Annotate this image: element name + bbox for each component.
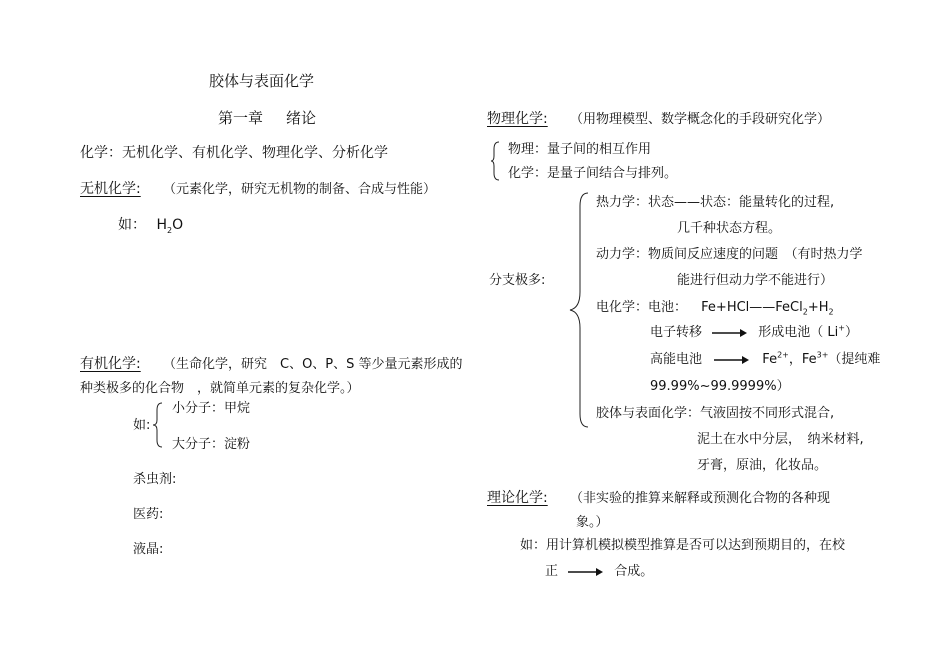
right-arrow-icon [712, 328, 748, 338]
theoretical-example-2 [545, 564, 653, 580]
electron-transfer: 电子转移 [650, 325, 703, 340]
chemistry-branches: 化学：无机化学、有机化学、物理化学、分析化学 [80, 145, 388, 161]
fe-ion-b: ，Fe [788, 352, 817, 367]
kinetics-line-1: 动力学：物质间反应速度的问题 （有时热力学 [596, 247, 863, 262]
kinetics-line-2: 能进行但动力学不能进行） [677, 273, 834, 288]
colloid-line-3: 牙膏，原油，化妆品。 [697, 458, 828, 473]
reaction-eq-a: Fe+HCl——FeCl [701, 300, 803, 315]
thermo-line-1: 热力学：状态——状态：能量转化的过程, [596, 195, 835, 210]
theoretical-example-1: 如：用计算机模拟模型推算是否可以达到预期目的，在校 [520, 538, 846, 553]
purity-range: 99.99%~99.9999%） [650, 379, 790, 394]
inorganic-example [118, 217, 183, 233]
branches-label: 分支极多: [489, 273, 546, 288]
app-pesticide: 杀虫剂: [133, 472, 177, 487]
chapter-name: 绪论 [286, 109, 317, 127]
physical-term: 物理化学: [487, 111, 548, 127]
organic-desc-2: 种类极多的化合物 ，就简单元素的复杂化学。） [80, 381, 360, 396]
physics-brace-icon [490, 141, 500, 181]
document-title: 胶体与表面化学 [209, 72, 315, 90]
example-correct: 正 [545, 564, 559, 579]
organic-desc-1: （生命化学，研究 C、O、P、S 等少量元素形成的 [163, 357, 463, 372]
physical-desc: （用物理模型、数学概念化的手段研究化学） [570, 112, 831, 127]
high-energy-line [650, 352, 880, 368]
app-medicine: 医药: [133, 507, 164, 522]
formula-h: H [156, 217, 167, 233]
example-synthesis: 合成。 [614, 564, 654, 579]
formula-sub: 2 [166, 225, 173, 235]
reaction-eq-b: +H [807, 300, 829, 315]
theoretical-term: 理论化学: [487, 490, 548, 506]
battery-form: 形成电池（ Li [758, 325, 839, 340]
high-energy-battery: 高能电池 [650, 352, 703, 367]
reaction-sub-1: 2 [802, 307, 808, 317]
battery-end: ） [845, 325, 859, 340]
physics-line: 物理：量子间的相互作用 [508, 142, 652, 157]
fe-charge-2: 2+ [777, 350, 789, 360]
left-brace-icon [152, 402, 164, 448]
theoretical-desc-1: （非实验的推算来解释或预测化合物的各种现 [570, 491, 831, 506]
chemistry-line: 化学：是量子间结合与排列。 [508, 166, 678, 181]
electrochem-line [596, 300, 834, 316]
organic-example-prefix: 如: [133, 418, 151, 433]
right-arrow-icon [568, 567, 604, 577]
theoretical-desc-2: 象。） [576, 515, 609, 530]
purify-note: （提纯难 [828, 352, 881, 367]
chapter-number: 第一章 [218, 109, 264, 127]
fe-charge-3: 3+ [816, 350, 829, 360]
branches-brace-icon [568, 192, 590, 428]
thermo-line-2: 几千种状态方程。 [677, 221, 782, 236]
electron-transfer-line [650, 325, 858, 341]
organic-term: 有机化学: [80, 356, 141, 372]
electrochem-label: 电化学：电池： [596, 300, 688, 315]
inorganic-term: 无机化学: [80, 181, 141, 197]
colloid-line-1: 胶体与表面化学：气液固按不同形式混合, [596, 406, 835, 421]
inorganic-desc: （元素化学，研究无机物的制备、合成与性能） [163, 182, 437, 197]
reaction-sub-2: 2 [828, 307, 834, 317]
colloid-line-2: 泥土在水中分层， 纳米材料, [697, 432, 864, 447]
small-molecule: 小分子：甲烷 [172, 401, 251, 416]
large-molecule: 大分子：淀粉 [172, 437, 251, 452]
fe-ion-a: Fe [762, 352, 778, 367]
li-charge: + [838, 323, 845, 333]
right-arrow-icon [714, 355, 750, 365]
app-liquid-crystal: 液晶: [133, 542, 164, 557]
formula-o: O [172, 217, 184, 233]
example-prefix: 如： [118, 217, 146, 233]
